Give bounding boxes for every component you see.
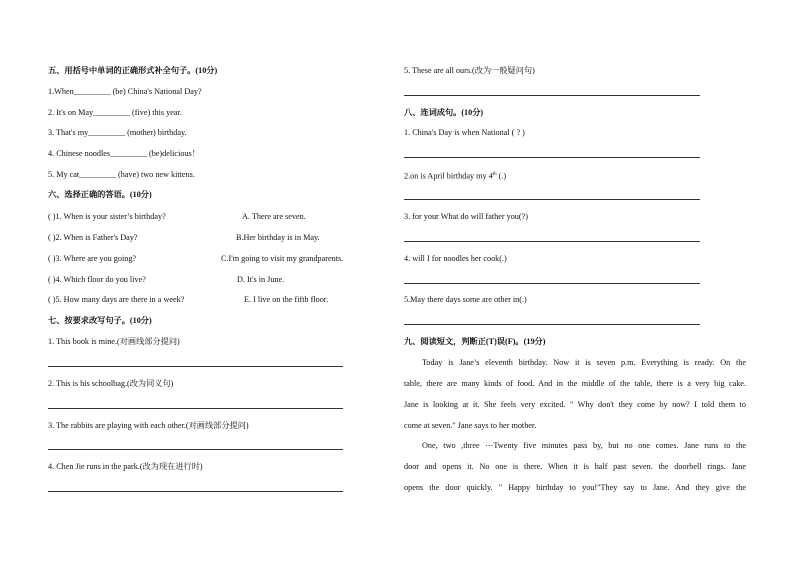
passage-line: come at seven." Jane says to her mother. — [404, 421, 537, 430]
answer-line — [404, 283, 700, 284]
answer-line — [404, 157, 700, 158]
section7-item-1: 1. This book is mine.(对画线部分提问) — [48, 337, 180, 346]
section5-item-5: 5. My cat_________ (have) two new kittens. — [48, 170, 195, 179]
section8-item-2: 2.on is April birthday my 4th (.) — [404, 171, 507, 181]
section7-item-4: 4. Chen Jie runs in the park.(改为现在进行时) — [48, 462, 203, 471]
section7-item-5: 5. These are all ours.(改为一般疑问句) — [404, 66, 535, 75]
answer-line — [48, 366, 343, 367]
section7-item-3: 3. The rabbits are playing with each other.(对画线部分提问) — [48, 421, 249, 430]
section6-title: 六、选择正确的答语。(10分) — [48, 190, 152, 199]
passage-line: door and opens it. No one is there. When it is half past seven. the doorbell rings. Jane — [404, 462, 746, 471]
section8-item-3: 3. for your What do will father you(?) — [404, 212, 528, 221]
section6-question-1: ( )1. When is your sister’s birthday? — [48, 212, 166, 221]
passage-line: One, two ,three ⋯Twenty five minutes pass by, but no one comes. Jane runs to the — [422, 441, 746, 450]
section9-title: 九、阅读短文，判断正(T)误(F)。(19分) — [404, 337, 546, 346]
passage-line: opens the door quickly. " Happy birthday to you!"They say to Jane. And they give the — [404, 483, 746, 492]
section8-item-1: 1. China's Day is when National ( ? ) — [404, 128, 525, 137]
passage-line: Jane is looking at it. She feels very excited. " Why don't they come by now? I told them to — [404, 400, 746, 409]
section6-answer-c: C.I'm going to visit my grandparents. — [221, 254, 344, 263]
section7-item-2: 2. This is his schoolbag.(改为同义句) — [48, 379, 174, 388]
answer-line — [48, 491, 343, 492]
passage-line: table, there are many kinds of food. And in the middle of the table, there is a very big cake. — [404, 379, 746, 388]
section8-title: 八、连词成句。(10分) — [404, 108, 484, 117]
answer-line — [404, 95, 700, 96]
section5-item-3: 3. That's my_________ (mother) birthday. — [48, 128, 187, 137]
section6-answer-e: E. I live on the fifth floor. — [244, 295, 329, 304]
passage-line: Today is Jane’s eleventh birthday. Now it is seven p.m. Everything is ready. On the — [422, 358, 746, 367]
section6-answer-d: D. It's in June. — [237, 275, 285, 284]
answer-line — [404, 199, 700, 200]
section8-item-5: 5.May there days some are other in(.) — [404, 295, 527, 304]
section6-question-5: ( )5. How many days are there in a week? — [48, 295, 185, 304]
section6-question-2: ( )2. When is Father's Day? — [48, 233, 138, 242]
answer-line — [48, 449, 343, 450]
answer-line — [404, 241, 700, 242]
section5-item-1: 1.When_________ (be) China's National Day? — [48, 87, 202, 96]
section6-question-3: ( )3. Where are you going? — [48, 254, 137, 263]
answer-line — [404, 324, 700, 325]
section5-item-4: 4. Chinese noodles_________ (be)delicious！ — [48, 149, 200, 158]
section8-item-4: 4. will I for noodles her cook(.) — [404, 254, 507, 263]
section5-item-2: 2. It's on May_________ (five) this year. — [48, 108, 182, 117]
answer-line — [48, 408, 343, 409]
section6-answer-b: B.Her birthday is in May. — [236, 233, 320, 242]
section5-title: 五、用括号中单词的正确形式补全句子。(10分) — [48, 66, 218, 75]
section6-question-4: ( )4. Which floor do you live? — [48, 275, 146, 284]
section6-answer-a: A. There are seven. — [242, 212, 306, 221]
section7-title: 七、按要求改写句子。(10分) — [48, 316, 152, 325]
